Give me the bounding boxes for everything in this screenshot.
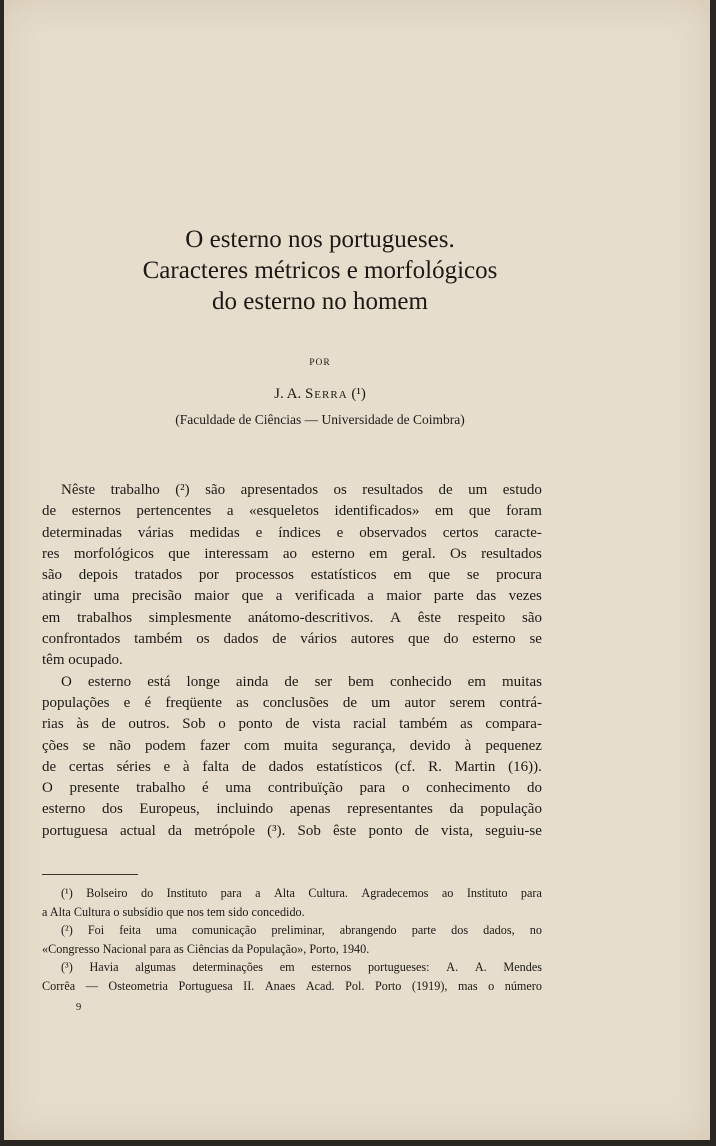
body-line: são depois tratados por processos estatísticos em que se procura <box>42 567 542 584</box>
footnote-line: (³) Havia algumas determinações em esternos portugueses: A. A. Mendes <box>61 960 542 975</box>
author <box>4 386 636 403</box>
body-line: O esterno está longe ainda de ser bem conhecido em muitas <box>61 673 542 690</box>
body-line: populações e é freqüente as conclusões de um autor serem contrá- <box>42 694 542 711</box>
body-line: de certas séries e à falta de dados estatísticos (cf. R. Martin (16)). <box>42 758 542 775</box>
body-line: confrontados também os dados de vários autores que do esterno se <box>42 631 542 648</box>
footnotes <box>42 884 542 996</box>
body-line: Nêste trabalho (²) são apresentados os resultados de um estudo <box>61 482 542 498</box>
body-line: rias às de outros. Sob o ponto de vista racial também as compara- <box>42 716 542 733</box>
title-line-2: Caracteres métricos e morfológicos <box>142 257 498 284</box>
body-line: portuguesa actual da metrópole (³). Sob êste ponto de vista, seguiu-se <box>42 822 542 839</box>
body-line: esterno dos Europeus, incluindo apenas representantes da população <box>42 801 542 818</box>
author-surname: Serra <box>304 386 348 402</box>
body-line: têm ocupado. <box>42 652 123 669</box>
footnote-line: (¹) Bolseiro do Instituto para a Alta Cultura. Agradecemos ao Instituto para <box>61 886 542 900</box>
footnote-line: «Congresso Nacional para as Ciências da População», Porto, 1940. <box>42 941 370 956</box>
article-title <box>4 224 636 317</box>
body-line: res morfológicos que interessam ao esterno em geral. Os resultados <box>42 545 542 562</box>
title-line-1: O esterno nos portugueses. <box>185 226 455 253</box>
body-line: ções se não podem fazer com muita segurança, devido à pequenez <box>42 737 542 754</box>
page <box>4 0 710 1140</box>
footnote-rule <box>42 874 138 875</box>
body-line: em trabalhos simplesmente anátomo-descritivos. A êste respeito são <box>42 609 542 626</box>
author-note-ref: (¹) <box>347 386 366 402</box>
body-line: atingir uma precisão maior que a verificada a maior parte das vezes <box>42 588 542 605</box>
signature-mark: 9 <box>76 1002 82 1013</box>
author-initials: J. A. <box>274 386 305 402</box>
footnote-line: Corrêa — Osteometria Portuguesa II. Anaes Acad. Pol. Porto (1919), mas o número <box>42 978 542 993</box>
body-line: de esternos pertencentes a «esqueletos identificados» em que foram <box>42 503 542 520</box>
title-line-3: do esterno no homem <box>212 288 428 315</box>
body-line: O presente trabalho é uma contribuïção para o conhecimento do <box>42 780 542 797</box>
author-affiliation: (Faculdade de Ciências — Universidade de Coimbra) <box>175 412 465 427</box>
footnote-line: a Alta Cultura o subsídio que nos tem sido concedido. <box>42 904 305 919</box>
body-text <box>42 480 542 842</box>
footnote-line: (²) Foi feita uma comunicação preliminar, abrangendo parte dos dados, no <box>61 923 542 938</box>
body-line: determinadas várias medidas e índices e observados certos caracte- <box>42 524 542 541</box>
byline-prefix: POR <box>309 358 331 368</box>
